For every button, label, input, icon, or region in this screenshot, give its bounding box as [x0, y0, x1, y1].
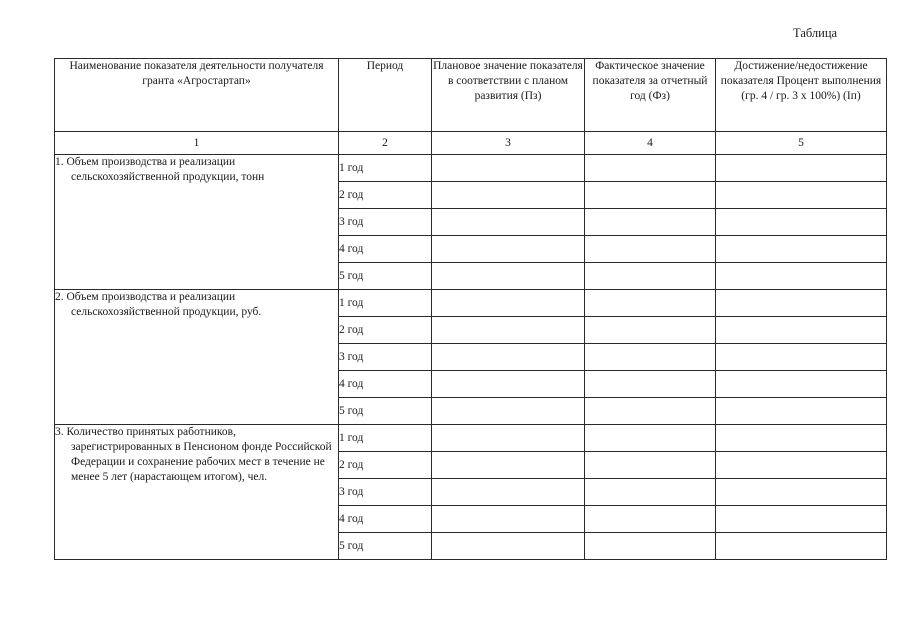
- actual-value-cell[interactable]: [585, 317, 716, 344]
- planned-value-cell[interactable]: [432, 371, 585, 398]
- planned-value-cell[interactable]: [432, 533, 585, 560]
- planned-value-cell[interactable]: [432, 155, 585, 182]
- period-cell: 3 год: [339, 209, 432, 236]
- actual-value-cell[interactable]: [585, 209, 716, 236]
- header-planned-value: Плановое значение показателя в соответствии с планом развития (Пз): [432, 59, 585, 132]
- achievement-cell[interactable]: [716, 506, 887, 533]
- planned-value-cell[interactable]: [432, 182, 585, 209]
- planned-value-cell[interactable]: [432, 344, 585, 371]
- achievement-cell[interactable]: [716, 479, 887, 506]
- planned-value-cell[interactable]: [432, 290, 585, 317]
- actual-value-cell[interactable]: [585, 506, 716, 533]
- table-row: [55, 425, 887, 452]
- column-number-2: 2: [339, 132, 432, 155]
- actual-value-cell[interactable]: [585, 398, 716, 425]
- achievement-cell[interactable]: [716, 209, 887, 236]
- achievement-cell[interactable]: [716, 155, 887, 182]
- column-number-1: 1: [55, 132, 339, 155]
- header-period: Период: [339, 59, 432, 132]
- period-cell: 1 год: [339, 425, 432, 452]
- indicator-name-3: [55, 425, 339, 560]
- planned-value-cell[interactable]: [432, 479, 585, 506]
- planned-value-cell[interactable]: [432, 452, 585, 479]
- column-number-5: 5: [716, 132, 887, 155]
- period-cell: 4 год: [339, 506, 432, 533]
- actual-value-cell[interactable]: [585, 533, 716, 560]
- achievement-cell[interactable]: [716, 533, 887, 560]
- indicator-text-3: 3. Количество принятых работников, зарегистрированных в Пенсионом фонде Российской Федерации и сохранение рабочих мест в течение не менее 5 лет (нарастающем итогом), чел.: [55, 426, 332, 483]
- actual-value-cell[interactable]: [585, 344, 716, 371]
- period-cell: 4 год: [339, 236, 432, 263]
- achievement-cell[interactable]: [716, 425, 887, 452]
- planned-value-cell[interactable]: [432, 209, 585, 236]
- period-cell: 5 год: [339, 263, 432, 290]
- column-number-row: [55, 132, 887, 155]
- indicator-text-2: 2. Объем производства и реализации сельскохозяйственной продукции, руб.: [55, 291, 262, 318]
- planned-value-cell[interactable]: [432, 506, 585, 533]
- planned-value-cell[interactable]: [432, 263, 585, 290]
- planned-value-cell[interactable]: [432, 398, 585, 425]
- indicators-table: [54, 58, 887, 560]
- period-cell: 2 год: [339, 317, 432, 344]
- indicator-text-1: 1. Объем производства и реализации сельскохозяйственной продукции, тонн: [55, 156, 265, 183]
- header-actual-value: Фактическое значение показателя за отчетный год (Фз): [585, 59, 716, 132]
- planned-value-cell[interactable]: [432, 236, 585, 263]
- period-cell: 3 год: [339, 344, 432, 371]
- achievement-cell[interactable]: [716, 182, 887, 209]
- header-indicator-name: Наименование показателя деятельности получателя гранта «Агростартап»: [55, 59, 339, 132]
- table-caption: Таблица: [793, 26, 838, 40]
- table-row: [55, 155, 887, 182]
- actual-value-cell[interactable]: [585, 182, 716, 209]
- achievement-cell[interactable]: [716, 236, 887, 263]
- period-cell: 1 год: [339, 290, 432, 317]
- actual-value-cell[interactable]: [585, 425, 716, 452]
- period-cell: 4 год: [339, 371, 432, 398]
- achievement-cell[interactable]: [716, 398, 887, 425]
- indicator-name-1: [55, 155, 339, 290]
- period-cell: 3 год: [339, 479, 432, 506]
- actual-value-cell[interactable]: [585, 263, 716, 290]
- actual-value-cell[interactable]: [585, 479, 716, 506]
- achievement-cell[interactable]: [716, 452, 887, 479]
- actual-value-cell[interactable]: [585, 290, 716, 317]
- actual-value-cell[interactable]: [585, 236, 716, 263]
- actual-value-cell[interactable]: [585, 371, 716, 398]
- achievement-cell[interactable]: [716, 317, 887, 344]
- period-cell: 2 год: [339, 182, 432, 209]
- achievement-cell[interactable]: [716, 371, 887, 398]
- column-number-3: 3: [432, 132, 585, 155]
- period-cell: 1 год: [339, 155, 432, 182]
- column-number-4: 4: [585, 132, 716, 155]
- planned-value-cell[interactable]: [432, 317, 585, 344]
- actual-value-cell[interactable]: [585, 155, 716, 182]
- header-achievement-percent: Достижение/недостижение показателя Процент выполнения (гр. 4 / гр. 3 х 100%) (Iп): [716, 59, 887, 132]
- header-row: [55, 59, 887, 132]
- planned-value-cell[interactable]: [432, 425, 585, 452]
- period-cell: 2 год: [339, 452, 432, 479]
- period-cell: 5 год: [339, 533, 432, 560]
- achievement-cell[interactable]: [716, 290, 887, 317]
- actual-value-cell[interactable]: [585, 452, 716, 479]
- table-row: [55, 290, 887, 317]
- indicator-name-2: [55, 290, 339, 425]
- period-cell: 5 год: [339, 398, 432, 425]
- achievement-cell[interactable]: [716, 263, 887, 290]
- achievement-cell[interactable]: [716, 344, 887, 371]
